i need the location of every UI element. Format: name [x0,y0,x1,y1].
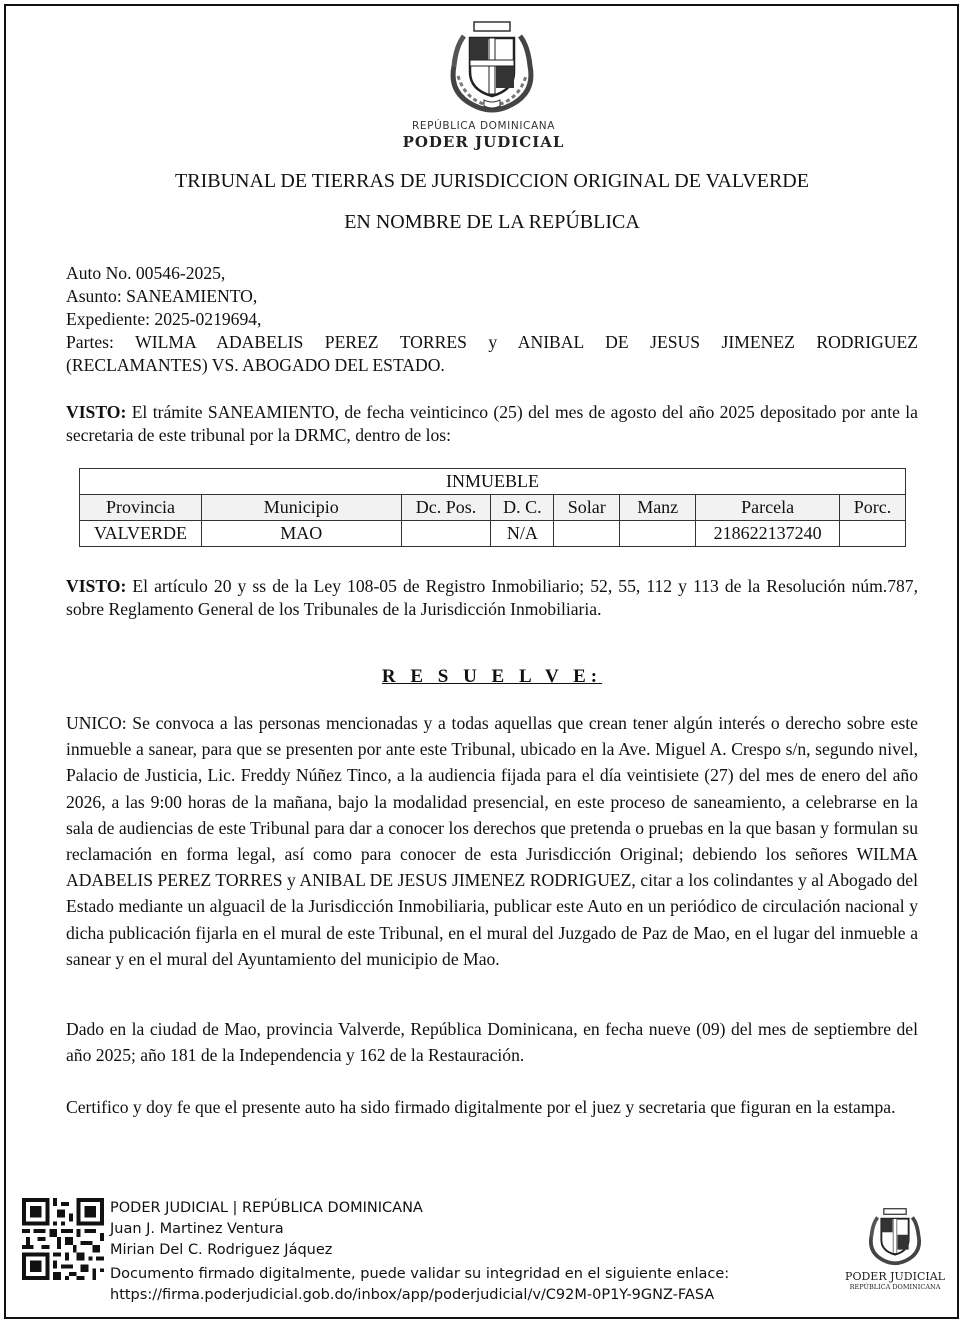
table-header-row [80,495,906,521]
page-border [4,4,959,1319]
validation-notice: Documento firmado digitalmente, puede validar su integridad en el siguiente enlace: [110,1266,730,1282]
visto-paragraph-1 [66,401,918,447]
partes-line-2: (RECLAMANTES) VS. ABOGADO DEL ESTADO. [66,355,445,375]
logo-country: REPÚBLICA DOMINICANA [412,120,555,132]
coat-of-arms-icon [440,16,544,116]
signer-2: Mirian Del C. Rodriguez Jáquez [110,1242,333,1258]
footer-coat-of-arms-icon [862,1205,928,1267]
case-info [66,262,918,377]
dado-paragraph: Dado en la ciudad de Mao, provincia Valverde, República Dominicana, en fecha nueve (09) del mes de septiembre del año 2025; año 181 de la Independencia y 162 de la Restauración. [66,1019,918,1066]
visto-text: El artículo 20 y ss de la Ley 108-05 de Registro Inmobiliario; 52, 55, 112 y 113 de la Resolución núm.787, sobre Reglamento General de los Tribunales de la Jurisdicción Inmobiliaria. [66,576,918,619]
signer-1: Juan J. Martinez Ventura [110,1221,284,1237]
logo-name: PODER JUDICIAL [402,133,565,151]
unico-paragraph: UNICO: Se convoca a las personas mencionadas y a todas aquellas que crean tener algún interés o derecho sobre este inmueble a sanear, para que se presenten por ante este Tribunal, ubicado en la Ave. Miguel A. Crespo s/n, segundo nivel, Palacio de Justicia, Lic. Freddy Núñez Tinco, a la audiencia fijada para el día veintisiete (27) del mes de enero del año 2026, a las 9:00 horas de la mañana, bajo la modalidad presencial, en este proceso de saneamiento, a celebrarse en la sala de audiencias de este Tribunal para dar a conocer los derechos que pretenda o pruebas en la que basan y formulan su reclamación en forma legal, así como para conocer de esta Jurisdicción Original; debiendo los señores WILMA ADABELIS PEREZ TORRES y ANIBAL DE JESUS JIMENEZ RODRIGUEZ, citar a los colindantes y al Abogado del Estado mediante un alguacil de la Jurisdicción Inmobiliaria, publicar este Auto en un periódico de circulación nacional y dicha publicación fijarla en el mural de este Tribunal, en el mural del Juzgado de Paz de Mao, en el lugar del inmueble a sanear y en el mural del Ayuntamiento del municipio de Mao. [66,713,918,969]
header-cell: D. C. [491,495,554,521]
certifico-paragraph: Certifico y doy fe que el presente auto ha sido firmado digitalmente por el juez y secretaria que figuran en la estampa. [66,1097,896,1117]
header-cell: Parcela [696,495,840,521]
visto-paragraph-2 [66,575,918,621]
table-cell [840,521,906,547]
table-cell: 218622137240 [696,521,840,547]
resuelve-heading: R E S U E L V E: [381,666,603,687]
asunto: Asunto: SANEAMIENTO, [66,286,258,306]
auto-number: Auto No. 00546-2025, [66,263,226,283]
inmueble-table [79,468,906,547]
footer-logo-country: REPÚBLICA DOMINICANA [849,1283,941,1291]
visto-text: El trámite SANEAMIENTO, de fecha veinticinco (25) del mes de agosto del año 2025 depositado por ante la secretaria de este tribunal por la DRMC, dentro de los: [66,402,918,445]
footer-logo-name: PODER JUDICIAL [845,1270,945,1283]
header-cell: Manz [620,495,696,521]
footer-org: PODER JUDICIAL | REPÚBLICA DOMINICANA [110,1200,423,1216]
republic-heading: EN NOMBRE DE LA REPÚBLICA [344,211,640,233]
tribunal-title: TRIBUNAL DE TIERRAS DE JURISDICCION ORIGINAL DE VALVERDE [175,170,809,192]
table-cell [554,521,620,547]
table-cell [401,521,491,547]
header-cell: Municipio [201,495,401,521]
header-cell: Porc. [840,495,906,521]
table-cell [620,521,696,547]
validation-link[interactable]: https://firma.poderjudicial.gob.do/inbox/app/poderjudicial/v/C92M-0P1Y-9GNZ-FASA [110,1287,715,1303]
partes-line-1: Partes: WILMA ADABELIS PEREZ TORRES y ANIBAL DE JESUS JIMENEZ RODRIGUEZ [66,332,918,352]
expediente: Expediente: 2025-0219694, [66,309,262,329]
header-cell: Provincia [80,495,202,521]
visto-label: VISTO: [66,576,127,596]
table-cell: N/A [491,521,554,547]
visto-label: VISTO: [66,402,127,422]
table-cell: MAO [201,521,401,547]
qr-code-icon[interactable] [22,1198,104,1280]
header-cell: Dc. Pos. [401,495,491,521]
header-cell: Solar [554,495,620,521]
table-row [80,521,906,547]
table-cell: VALVERDE [80,521,202,547]
table-title: INMUEBLE [80,469,906,495]
